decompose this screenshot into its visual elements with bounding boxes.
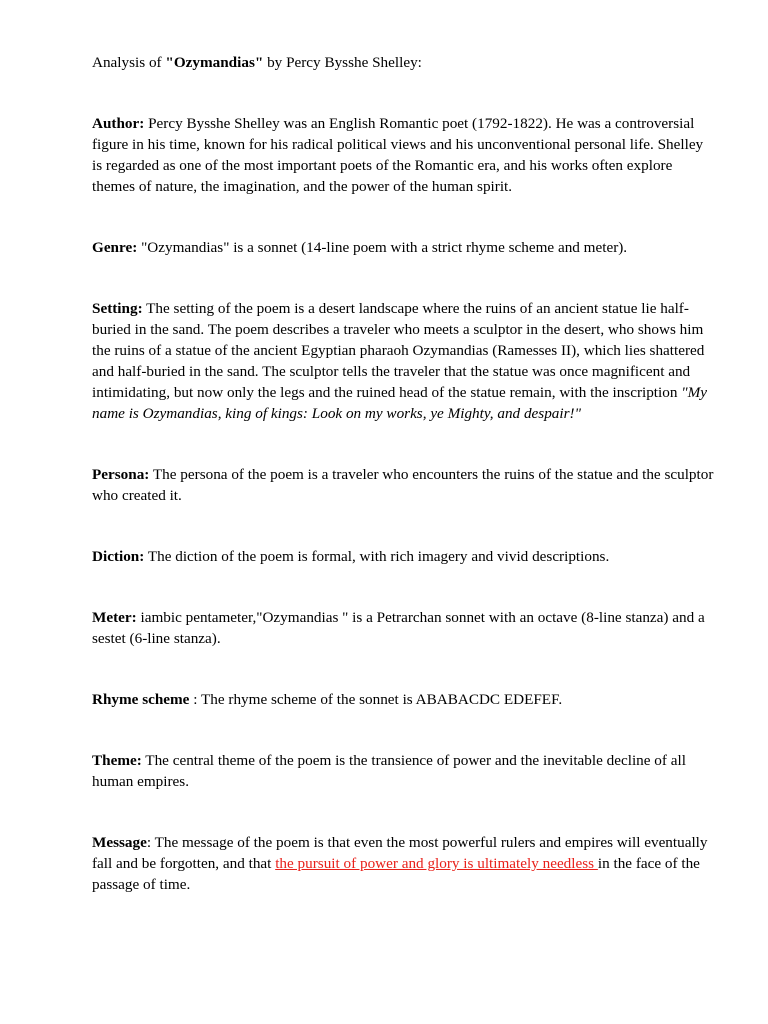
theme-text: The central theme of the poem is the transience of power and the inevitable decline of all human empires. [92, 752, 686, 790]
genre-section [92, 237, 717, 258]
meter-text: iambic pentameter,"Ozymandias " is a Petrarchan sonnet with an octave (8-line stanza) and a sestet (6-line stanza). [92, 609, 705, 647]
setting-section [92, 298, 717, 424]
document-title [92, 52, 717, 73]
meter-label: Meter: [92, 609, 137, 626]
message-text-after: in the face of the passage of time. [92, 855, 700, 893]
title-suffix: by Percy Bysshe Shelley: [263, 54, 422, 71]
message-highlighted-text: the pursuit of power and glory is ultimately needless [275, 855, 598, 872]
message-text-before: : The message of the poem is that even the most powerful rulers and empires will eventually fall and be forgotten, and that [92, 834, 708, 872]
author-section [92, 113, 717, 197]
title-prefix: Analysis of [92, 54, 166, 71]
message-section [92, 832, 717, 895]
persona-label: Persona: [92, 466, 150, 483]
document-body [92, 52, 717, 895]
theme-section [92, 750, 717, 792]
rhyme-scheme-label: Rhyme scheme [92, 691, 190, 708]
meter-section [92, 607, 717, 649]
persona-section [92, 464, 717, 506]
message-label: Message [92, 834, 147, 851]
diction-section [92, 546, 717, 567]
persona-text: The persona of the poem is a traveler who encounters the ruins of the statue and the sculptor who created it. [92, 466, 714, 504]
setting-text: The setting of the poem is a desert landscape where the ruins of an ancient statue lie half-buried in the sand. The poem describes a traveler who meets a sculptor in the desert, who shows him the ruins of a statue of the ancient Egyptian pharaoh Ozymandias (Ramesses II), which lies shattered and half-buried in the sand. The sculptor tells the traveler that the statue was once magnificent and intimidating, but now only the legs and the ruined head of the statue remain, with the inscription [92, 300, 705, 401]
rhyme-scheme-section [92, 689, 717, 710]
theme-label: Theme: [92, 752, 142, 769]
title-poem-name: "Ozymandias" [165, 54, 264, 71]
author-label: Author: [92, 115, 145, 132]
setting-label: Setting: [92, 300, 143, 317]
setting-inscription-quote: "My name is Ozymandias, king of kings: Look on my works, ye Mighty, and despair!" [92, 384, 708, 422]
diction-text: The diction of the poem is formal, with rich imagery and vivid descriptions. [144, 548, 610, 565]
rhyme-scheme-text: : The rhyme scheme of the sonnet is ABABACDC EDEFEF. [189, 691, 563, 708]
diction-label: Diction: [92, 548, 145, 565]
genre-text: "Ozymandias" is a sonnet (14-line poem with a strict rhyme scheme and meter). [137, 239, 628, 256]
author-text: Percy Bysshe Shelley was an English Romantic poet (1792-1822). He was a controversial figure in his time, known for his radical political views and his unconventional personal life. Shelley is regarded as one of the most important poets of the Romantic era, and his works often explore themes of nature, the imagination, and the power of the human spirit. [92, 115, 704, 195]
genre-label: Genre: [92, 239, 138, 256]
